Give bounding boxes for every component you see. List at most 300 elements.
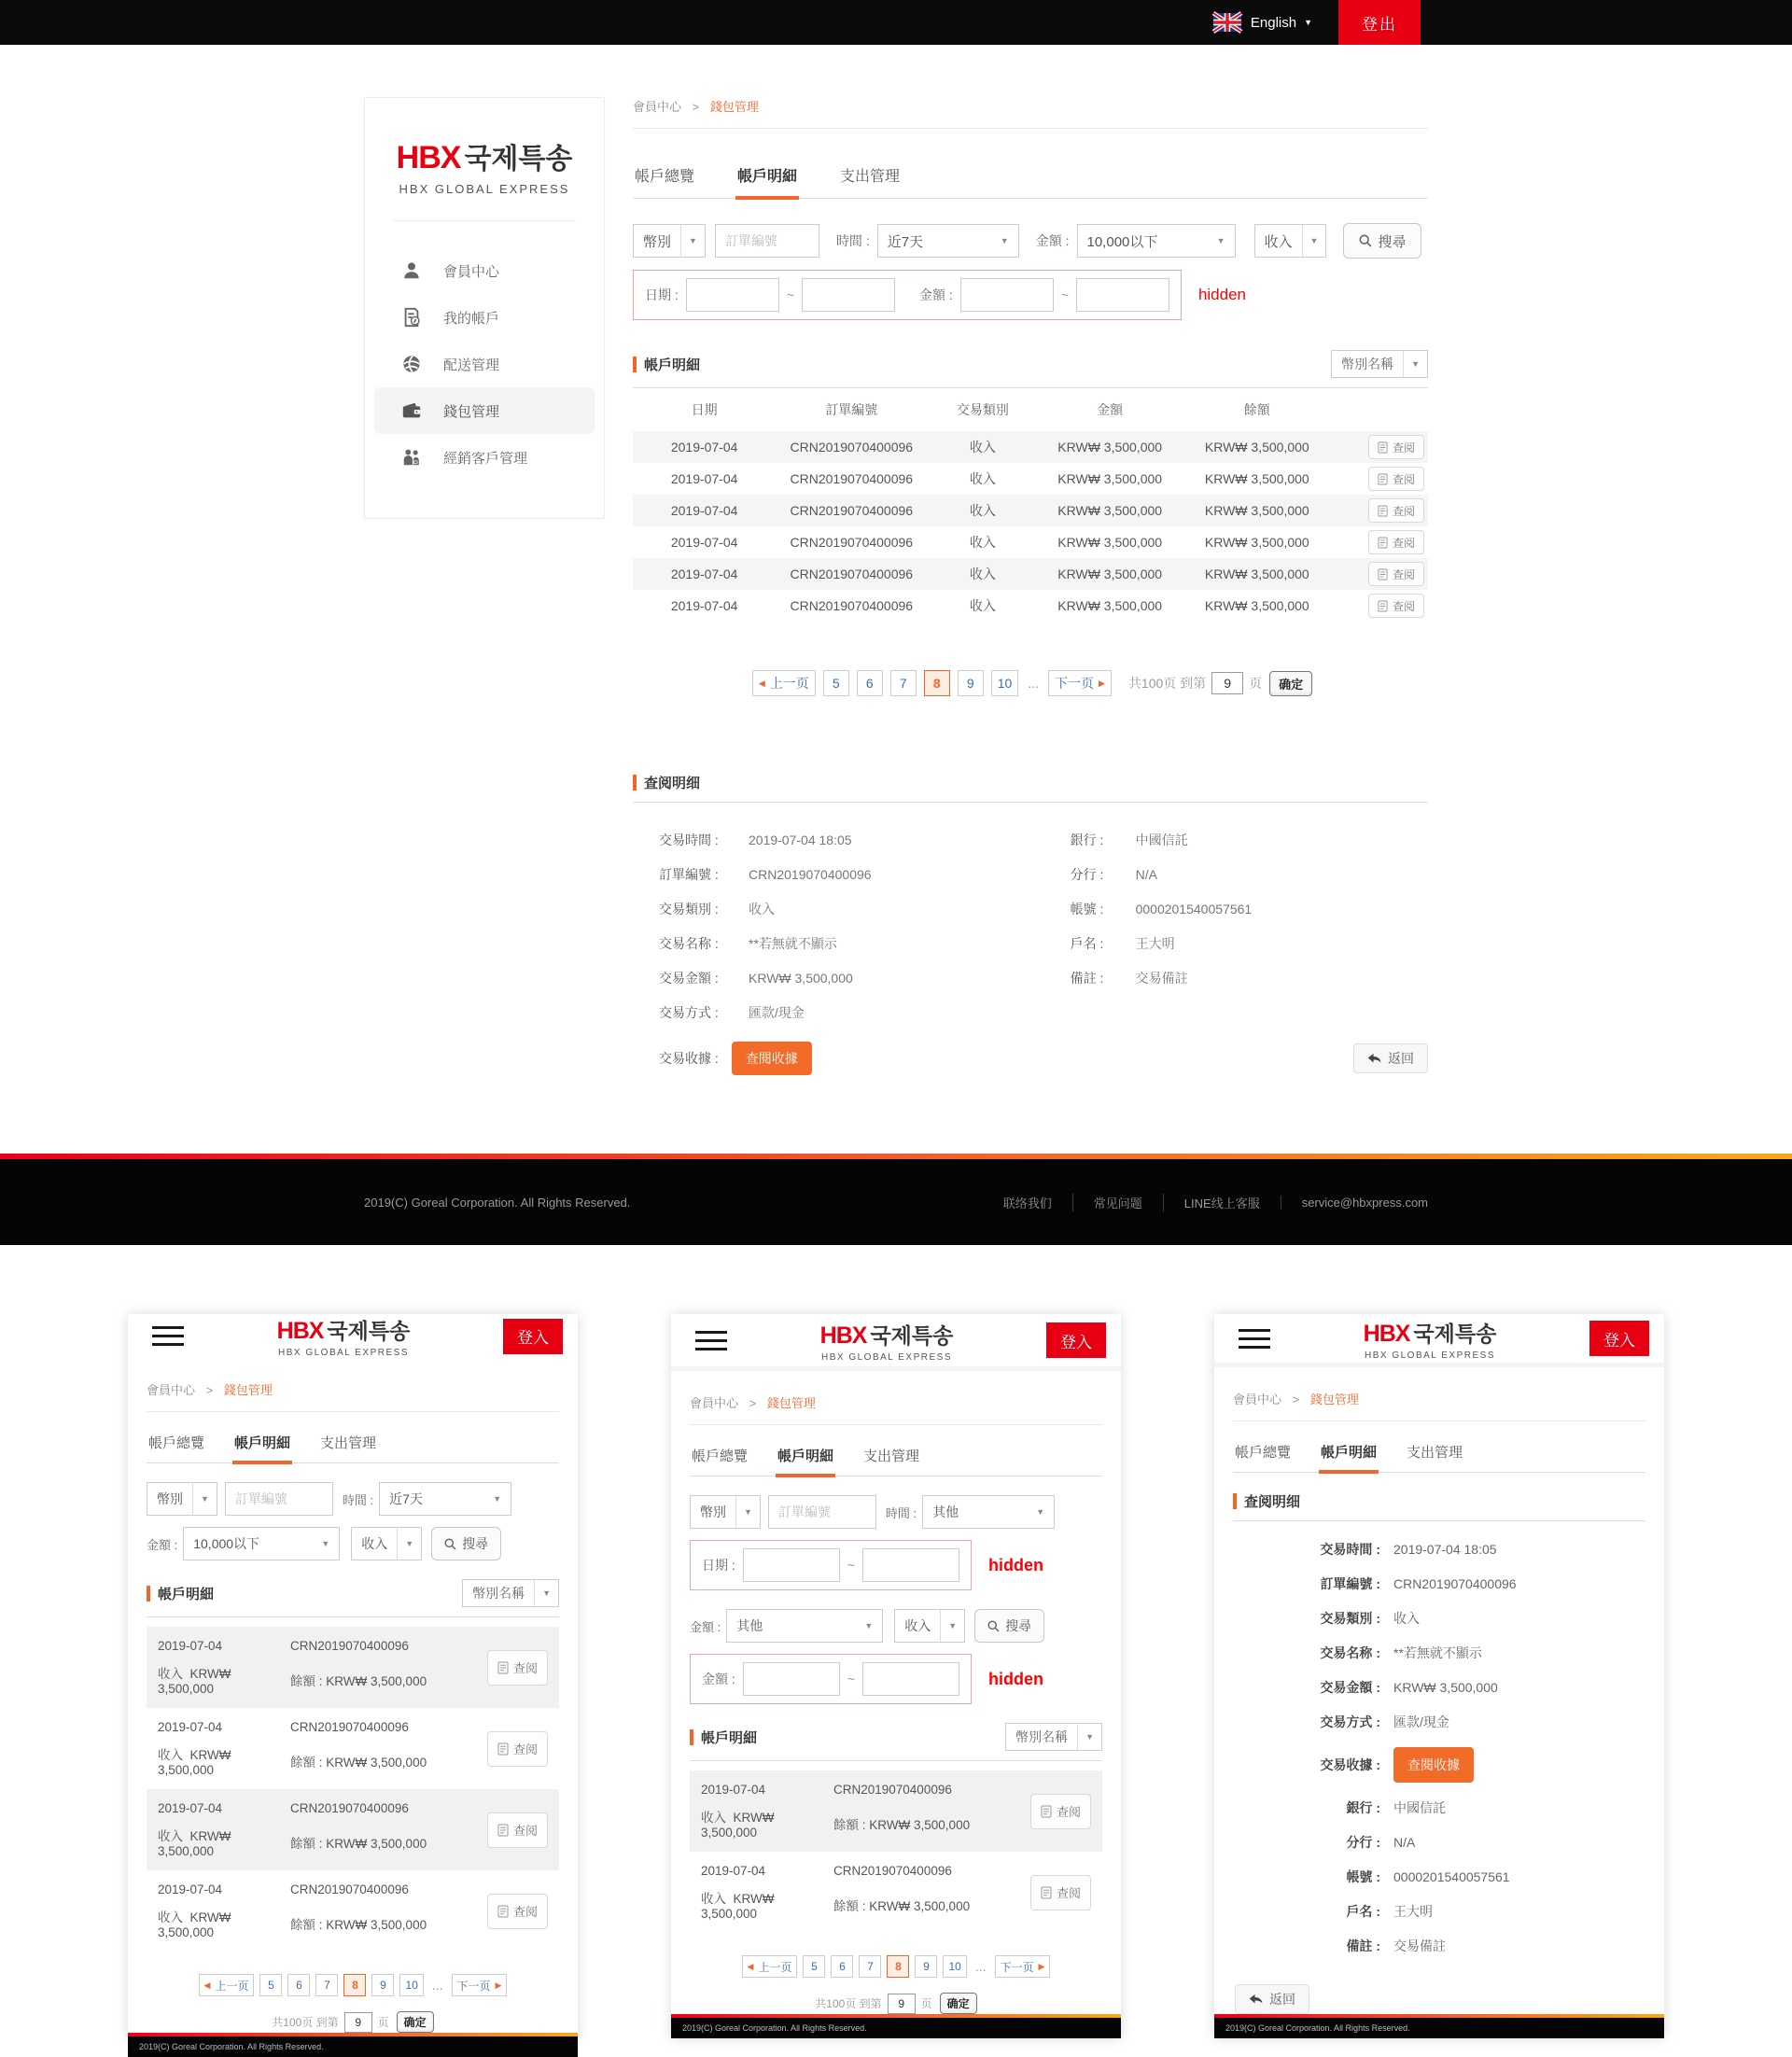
detail-label: 交易方式 : (1320, 1714, 1380, 1729)
document-icon (497, 1661, 509, 1674)
list-item (690, 1770, 1102, 1852)
login-button[interactable]: 登入 (503, 1319, 563, 1354)
order-number-input[interactable] (715, 224, 819, 258)
goto-page-input[interactable] (1211, 672, 1243, 694)
view-button[interactable]: 查阅 (487, 1812, 548, 1848)
search-button[interactable]: 搜尋 (431, 1527, 501, 1560)
currency-select[interactable]: 幣別 ▼ (147, 1482, 217, 1516)
goto-page-input[interactable] (344, 2012, 372, 2033)
tab-expense-management[interactable]: 支出管理 (840, 169, 901, 185)
cell-date: 2019-07-04 (670, 567, 738, 581)
sidebar-item-label: 我的帳戶 (443, 310, 500, 327)
list-item (147, 1870, 559, 1952)
cell-type: 收入 (969, 471, 996, 486)
page-button[interactable]: 7 (890, 670, 917, 696)
cell-date: 2019-07-04 (670, 440, 738, 455)
time-select[interactable]: 近7天 ▼ (379, 1482, 511, 1516)
page-unit: 页 (1249, 676, 1263, 691)
list-item (147, 1627, 559, 1708)
footer-link[interactable]: service@hbxpress.com (1281, 1196, 1428, 1210)
detail-value: 王大明 (1393, 1904, 1433, 1919)
back-button[interactable]: 返回 (1235, 1984, 1309, 2014)
detail-section-head (633, 773, 1428, 803)
next-arrow-icon: ▶ (1098, 678, 1105, 688)
chevron-down-icon: ▼ (1216, 236, 1225, 245)
sidebar-item-my-account[interactable] (374, 294, 595, 341)
detail-section (633, 773, 1428, 1075)
view-button[interactable]: 查阅 (1368, 530, 1424, 554)
tab-account-overview[interactable]: 帳戶總覽 (1235, 1445, 1292, 1461)
mobile-list (147, 1627, 559, 1952)
account-detail-section-head (633, 350, 1428, 388)
hidden-annotation: hidden (987, 1555, 1043, 1574)
detail-label: 交易方式 : (659, 1005, 719, 1020)
hidden-filter-box: 日期 : ~ (690, 1540, 972, 1590)
detail-section-title: 查阅明细 (633, 773, 700, 792)
detail-value: 王大明 (1135, 936, 1175, 951)
date-label: 日期 : (645, 287, 679, 302)
mobile-header (128, 1314, 578, 1358)
amount-to-input[interactable] (862, 1662, 959, 1696)
tab-account-detail[interactable]: 帳戶明細 (735, 164, 799, 198)
amount-from-input[interactable] (960, 278, 1054, 312)
page-button[interactable]: 10 (943, 1955, 966, 1978)
filter-row: 幣別 ▼ 訂單編號 時間 : 近7天 ▼ (147, 1482, 559, 1516)
document-icon (1041, 1886, 1052, 1899)
view-button[interactable]: 查阅 (1030, 1875, 1091, 1910)
wallet-icon (400, 399, 423, 422)
people-icon (400, 446, 423, 469)
document-icon (1378, 600, 1388, 612)
view-button[interactable]: 查阅 (1368, 594, 1424, 618)
document-icon (1041, 1805, 1052, 1818)
cell-order-number: CRN2019070400096 (790, 535, 914, 550)
income-select[interactable]: 收入 ▼ (351, 1527, 422, 1560)
cell-amount: KRW₩ 3,500,000 (1057, 598, 1163, 613)
cell-date: 2019-07-04 (670, 598, 738, 613)
chevron-down-icon: ▼ (1304, 18, 1312, 27)
logo: HBX 국제특송 HBX GLOBAL EXPRESS (276, 1318, 411, 1358)
sidebar-item-label: 經銷客戶管理 (443, 450, 528, 467)
detail-value: 0000201540057561 (1393, 1869, 1510, 1884)
cell-date: 2019-07-04 (701, 1783, 766, 1797)
hidden-filter-row (690, 1654, 1102, 1704)
cell-date: 2019-07-04 (670, 503, 738, 518)
detail-value: 中國信託 (1393, 1800, 1446, 1815)
page-button[interactable]: 7 (859, 1955, 881, 1978)
person-icon (400, 259, 423, 282)
cell-type: 收入 (969, 503, 996, 518)
page-button[interactable]: 10 (991, 670, 1019, 696)
chevron-down-icon: ▼ (680, 225, 705, 257)
currency-name-select[interactable]: 幣別名稱 ▼ (1331, 350, 1428, 378)
detail-row (1071, 969, 1428, 987)
page-button[interactable]: 10 (399, 1974, 423, 1996)
uk-flag-icon (1213, 13, 1241, 32)
sidebar-item-member-center[interactable] (374, 247, 595, 294)
page-button-active[interactable]: 8 (924, 670, 950, 696)
detail-value: 匯款/現金 (749, 1005, 805, 1020)
time-select[interactable]: 其他 ▼ (922, 1495, 1055, 1529)
search-icon (444, 1538, 456, 1550)
cell-date: 2019-07-04 (158, 1801, 223, 1815)
search-button[interactable]: 搜尋 (974, 1609, 1044, 1643)
currency-name-select[interactable]: 幣別名稱 ▼ (1005, 1723, 1102, 1751)
detail-row (1233, 1609, 1645, 1628)
logo: HBX 국제특송 HBX GLOBAL EXPRESS (819, 1322, 954, 1363)
view-button[interactable]: 查阅 (487, 1894, 548, 1929)
cell-balance: 餘額 : KRW₩ 3,500,000 (833, 1817, 971, 1832)
detail-value: N/A (1135, 867, 1157, 882)
login-button[interactable]: 登入 (1589, 1321, 1649, 1356)
cell-date: 2019-07-04 (670, 471, 738, 486)
amount-select[interactable]: 其他 ▼ (726, 1609, 883, 1643)
detail-row (1071, 900, 1428, 918)
page-button[interactable]: 9 (958, 670, 984, 696)
hamburger-menu-icon[interactable] (1239, 1329, 1270, 1349)
detail-row (1233, 1833, 1645, 1852)
detail-row (659, 934, 1071, 953)
order-number-input[interactable] (768, 1495, 876, 1529)
view-button[interactable]: 查阅 (487, 1650, 548, 1686)
list-item (147, 1789, 559, 1870)
filter-row: 金額 : 其他 ▼ 收入 ▼ 搜尋 (690, 1609, 1102, 1643)
page-button-active[interactable]: 8 (887, 1955, 909, 1978)
cell-income-amount: 收入 KRW₩ 3,500,000 (158, 1748, 231, 1777)
cell-date: 2019-07-04 (670, 535, 738, 550)
cell-amount: KRW₩ 3,500,000 (1057, 503, 1163, 518)
cell-date: 2019-07-04 (158, 1639, 223, 1653)
tab-account-overview[interactable]: 帳戶總覽 (148, 1435, 205, 1451)
confirm-button[interactable]: 确定 (397, 2011, 434, 2033)
section-title: 帳戶明細 (633, 355, 700, 374)
page-button[interactable]: 5 (803, 1955, 825, 1978)
cell-order-number: CRN2019070400096 (790, 567, 914, 581)
view-button[interactable]: 查阅 (1030, 1794, 1091, 1829)
document-icon (497, 1742, 509, 1756)
table-row (633, 495, 1428, 526)
view-button[interactable]: 查阅 (1368, 498, 1424, 523)
cell-income-amount: 收入 KRW₩ 3,500,000 (701, 1892, 775, 1921)
detail-value: 交易備註 (1393, 1938, 1446, 1953)
document-icon (1378, 473, 1388, 485)
cell-order-number: CRN2019070400096 (290, 1720, 409, 1734)
date-to-input[interactable] (802, 278, 895, 312)
receipt-row (659, 1042, 812, 1075)
detail-value: 0000201540057561 (1135, 902, 1253, 917)
table-row (633, 558, 1428, 590)
detail-label: 交易金額 : (1320, 1680, 1380, 1695)
tab-account-overview[interactable]: 帳戶總覽 (635, 169, 695, 185)
cell-order-number: CRN2019070400096 (833, 1783, 952, 1797)
cell-balance: 餘額 : KRW₩ 3,500,000 (290, 1755, 427, 1770)
cell-balance: 餘額 : KRW₩ 3,500,000 (290, 1917, 427, 1932)
amount-to-input[interactable] (1076, 278, 1169, 312)
tab-account-detail[interactable]: 帳戶明細 (232, 1433, 292, 1462)
back-button[interactable]: 返回 (1353, 1043, 1428, 1073)
detail-value: 匯款/現金 (1393, 1714, 1449, 1729)
detail-label: 銀行 : (1346, 1800, 1380, 1815)
copyright: 2019(C) Goreal Corporation. All Rights Reserved. (364, 1195, 631, 1210)
page-total-text: 共100页 到第 (1127, 676, 1207, 691)
detail-label: 交易金額 : (659, 971, 719, 986)
footer-link[interactable]: 联络我们 (1002, 1196, 1052, 1210)
logo (365, 98, 604, 196)
login-button[interactable]: 登入 (1046, 1322, 1106, 1358)
sidebar-item-label: 錢包管理 (443, 403, 500, 420)
sidebar-item-dealer-management[interactable] (374, 434, 595, 481)
currency-name-select[interactable]: 幣別名稱 ▼ (462, 1579, 559, 1607)
logout-button[interactable]: 登出 (1338, 0, 1421, 45)
date-to-input[interactable] (862, 1548, 959, 1582)
cell-balance: 餘額 : KRW₩ 3,500,000 (290, 1673, 427, 1688)
detail-value: 中國信託 (1135, 833, 1188, 847)
detail-row (1233, 1713, 1645, 1731)
page-button[interactable]: 6 (831, 1955, 853, 1978)
mobile-footer: 2019(C) Goreal Corporation. All Rights Reserved. (128, 2033, 578, 2057)
tab-account-overview[interactable]: 帳戶總覽 (692, 1448, 749, 1464)
detail-row (1233, 1868, 1645, 1886)
detail-row (1233, 1937, 1645, 1955)
next-page-button[interactable]: 下一页 ▶ (452, 1974, 508, 1996)
hidden-filter-box: 金額 : ~ (690, 1654, 972, 1704)
detail-label: 訂單編號 : (1320, 1576, 1380, 1591)
cell-balance: KRW₩ 3,500,000 (1204, 471, 1309, 486)
amount-select[interactable]: 10,000以下 ▼ (1077, 224, 1236, 258)
document-icon (1378, 441, 1388, 454)
topbar (0, 0, 1792, 45)
hidden-filter-row (690, 1540, 1102, 1590)
cell-income-amount: 收入 KRW₩ 3,500,000 (158, 1829, 231, 1858)
detail-row (659, 831, 1071, 849)
page-button[interactable]: 5 (259, 1974, 282, 1996)
breadcrumb-separator: > (692, 100, 700, 114)
detail-value: 2019-07-04 18:05 (1393, 1542, 1497, 1557)
detail-right-column (1071, 831, 1428, 1038)
hidden-annotation: hidden (987, 1669, 1043, 1688)
cell-order-number: CRN2019070400096 (833, 1864, 952, 1878)
document-pencil-icon (400, 306, 423, 329)
receipt-label: 交易收據 : (659, 1051, 719, 1066)
cell-balance: 餘額 : KRW₩ 3,500,000 (290, 1836, 427, 1851)
page-button[interactable]: 7 (315, 1974, 338, 1996)
logo: HBX 국제특송 HBX GLOBAL EXPRESS (1363, 1320, 1497, 1361)
document-icon (1378, 568, 1388, 581)
table-header: 日期 訂單編號 交易類別 金額 餘額 (691, 402, 1270, 417)
time-label: 時間 : (835, 233, 870, 248)
cell-order-number: CRN2019070400096 (290, 1882, 409, 1896)
document-icon (1378, 537, 1388, 549)
cell-type: 收入 (969, 598, 996, 613)
cell-type: 收入 (969, 440, 996, 455)
receipt-row (1233, 1747, 1645, 1783)
prev-arrow-icon: ◀ (758, 678, 765, 688)
search-icon (1359, 234, 1372, 247)
date-from-input[interactable] (743, 1548, 840, 1582)
cell-income-amount: 收入 KRW₩ 3,500,000 (701, 1811, 775, 1840)
cell-amount: KRW₩ 3,500,000 (1057, 567, 1163, 581)
main-page (364, 97, 1428, 1075)
mobile-mockup-list (128, 1314, 578, 2051)
document-icon (497, 1824, 509, 1837)
cell-order-number: CRN2019070400096 (790, 440, 914, 455)
cell-balance: 餘額 : KRW₩ 3,500,000 (833, 1898, 971, 1913)
filter-row: 幣別 ▼ 訂單編號 時間 : 其他 ▼ (690, 1495, 1102, 1529)
detail-row (1233, 1574, 1645, 1593)
list-item (147, 1708, 559, 1789)
amount-label: 金額 : (1035, 233, 1070, 248)
cell-amount: KRW₩ 3,500,000 (1057, 440, 1163, 455)
time-select[interactable]: 近7天 ▼ (877, 224, 1019, 258)
cell-amount: KRW₩ 3,500,000 (1057, 535, 1163, 550)
date-from-input[interactable] (686, 278, 779, 312)
mobile-header (1214, 1314, 1664, 1363)
amount-select[interactable]: 10,000以下 ▼ (183, 1527, 340, 1560)
cell-balance: KRW₩ 3,500,000 (1204, 440, 1309, 455)
prev-page-button[interactable]: ◀ 上一页 (742, 1955, 798, 1978)
detail-value: N/A (1393, 1835, 1416, 1850)
detail-label: 交易時間 : (1320, 1542, 1380, 1557)
table-row (633, 463, 1428, 495)
detail-label: 訂單編號 : (659, 867, 719, 882)
mobile-footer: 2019(C) Goreal Corporation. All Rights Reserved. (671, 2014, 1121, 2038)
sidebar-item-delivery[interactable] (374, 341, 595, 387)
cell-order-number: CRN2019070400096 (290, 1639, 409, 1653)
detail-value: 收入 (1393, 1611, 1420, 1626)
detail-value: 收入 (749, 902, 775, 917)
table-body (633, 431, 1428, 622)
view-button[interactable]: 查阅 (1368, 562, 1424, 586)
search-button[interactable]: 搜尋 (1343, 223, 1421, 259)
detail-value: **若無就不顯示 (1393, 1645, 1482, 1660)
view-button[interactable]: 查阅 (1368, 435, 1424, 459)
breadcrumb: 會員中心 > 錢包管理 (1233, 1390, 1645, 1421)
view-receipt-button[interactable]: 查閱收據 (732, 1042, 812, 1075)
footer-links (1003, 1194, 1428, 1211)
page-button[interactable]: 5 (823, 670, 849, 696)
prev-page-button[interactable]: ◀ 上一页 (752, 670, 816, 696)
goto-page-input[interactable] (888, 1994, 916, 2014)
next-page-button[interactable]: 下一页 ▶ (995, 1955, 1051, 1978)
confirm-button[interactable]: 确定 (940, 1993, 977, 2014)
cell-balance: KRW₩ 3,500,000 (1204, 598, 1309, 613)
next-page-button[interactable]: 下一页 ▶ (1048, 670, 1112, 696)
detail-row (1233, 1902, 1645, 1921)
page-button[interactable]: 9 (915, 1955, 937, 1978)
pagination: ◀ 上一页 5 6 7 8 9 10 ... 下一页 ▶ 共100页 到第 9 页 确定 (633, 670, 1428, 696)
detail-row (659, 900, 1071, 918)
footer-link[interactable]: 常见问题 (1072, 1194, 1142, 1211)
cell-date: 2019-07-04 (701, 1864, 766, 1878)
detail-label: 帳號 : (1346, 1869, 1380, 1884)
page-button[interactable]: 9 (371, 1974, 394, 1996)
language-selector[interactable] (1251, 15, 1312, 31)
detail-label: 戶名 : (1346, 1904, 1380, 1919)
receipt-label: 交易收據 : (1320, 1757, 1380, 1772)
view-button[interactable]: 查阅 (1368, 467, 1424, 491)
hidden-annotation: hidden (1197, 286, 1246, 303)
breadcrumb: 會員中心 > 錢包管理 (147, 1380, 559, 1412)
footer-link[interactable]: LINE线上客服 (1163, 1194, 1260, 1211)
breadcrumb-root[interactable]: 會員中心 (633, 100, 682, 114)
tabs (147, 1433, 559, 1463)
detail-left-column (633, 831, 1071, 1038)
detail-value: CRN2019070400096 (1393, 1576, 1517, 1591)
tab-expense-management[interactable]: 支出管理 (1407, 1445, 1463, 1461)
mobile-mockup-detail (1214, 1314, 1664, 2038)
income-select[interactable]: 收入 ▼ (894, 1609, 965, 1643)
cell-balance: KRW₩ 3,500,000 (1204, 535, 1309, 550)
cell-date: 2019-07-04 (158, 1882, 223, 1896)
chevron-down-icon: ▼ (1302, 225, 1326, 257)
order-number-input[interactable] (225, 1482, 333, 1516)
sidebar-divider (393, 220, 576, 221)
mobile-mockups (0, 1245, 1792, 2051)
mobile-footer: 2019(C) Goreal Corporation. All Rights Reserved. (1214, 2014, 1664, 2038)
sidebar-item-label: 會員中心 (443, 263, 500, 280)
tab-account-detail[interactable]: 帳戶明細 (1319, 1442, 1379, 1472)
logo-subtitle: HBX GLOBAL EXPRESS (399, 182, 570, 196)
page-button[interactable]: 6 (287, 1974, 310, 1996)
amount-from-input[interactable] (743, 1662, 840, 1696)
tabs (690, 1446, 1102, 1476)
breadcrumb (633, 97, 1428, 129)
tab-expense-management[interactable]: 支出管理 (320, 1435, 377, 1451)
amount-range-label: 金額 : (918, 287, 953, 302)
document-icon (1378, 505, 1388, 517)
currency-select[interactable]: 幣別 ▼ (633, 224, 706, 258)
page-button-active[interactable]: 8 (343, 1974, 366, 1996)
filter-row: 金額 : 10,000以下 ▼ 收入 ▼ 搜尋 (147, 1527, 559, 1560)
view-button[interactable]: 查阅 (487, 1731, 548, 1767)
detail-value: KRW₩ 3,500,000 (1393, 1680, 1498, 1695)
detail-label: 交易名称 : (659, 936, 719, 951)
sidebar-item-wallet[interactable] (374, 387, 595, 434)
back-arrow-icon (1249, 1994, 1263, 2005)
tab-account-detail[interactable]: 帳戶明細 (776, 1446, 835, 1476)
prev-page-button[interactable]: ◀ 上一页 (199, 1974, 255, 1996)
search-icon (987, 1620, 1000, 1632)
currency-select[interactable]: 幣別 ▼ (690, 1495, 761, 1529)
tabs (633, 164, 1428, 199)
detail-label: 戶名 : (1070, 936, 1104, 951)
table-row (633, 526, 1428, 558)
tab-expense-management[interactable]: 支出管理 (863, 1448, 920, 1464)
detail-row (1233, 1540, 1645, 1559)
detail-section-head: 查阅明细 (1233, 1491, 1645, 1521)
detail-row (1071, 831, 1428, 849)
income-select[interactable]: 收入 ▼ (1254, 224, 1327, 258)
cell-order-number: CRN2019070400096 (790, 598, 914, 613)
confirm-button[interactable]: 确定 (1269, 671, 1312, 696)
cell-order-number: CRN2019070400096 (290, 1801, 409, 1815)
view-receipt-button[interactable]: 查閱收據 (1393, 1747, 1474, 1783)
back-arrow-icon (1367, 1053, 1381, 1064)
table-row (633, 431, 1428, 463)
logo-korean-text: 국제특송 (464, 144, 573, 175)
document-icon (497, 1905, 509, 1918)
hamburger-menu-icon[interactable] (152, 1326, 184, 1346)
page-button[interactable]: 6 (857, 670, 883, 696)
filter-row (633, 223, 1428, 259)
breadcrumb-current: 錢包管理 (709, 100, 759, 114)
hamburger-menu-icon[interactable] (695, 1331, 727, 1350)
pagination: ◀ 上一页 5 6 7 8 9 10 ... 下一页 ▶ 共100页 到第 9 页 确定 (690, 1955, 1102, 2014)
mobile-header (671, 1314, 1121, 1366)
globe-icon (400, 353, 423, 375)
cell-balance: KRW₩ 3,500,000 (1204, 503, 1309, 518)
chevron-down-icon: ▼ (1403, 351, 1427, 377)
